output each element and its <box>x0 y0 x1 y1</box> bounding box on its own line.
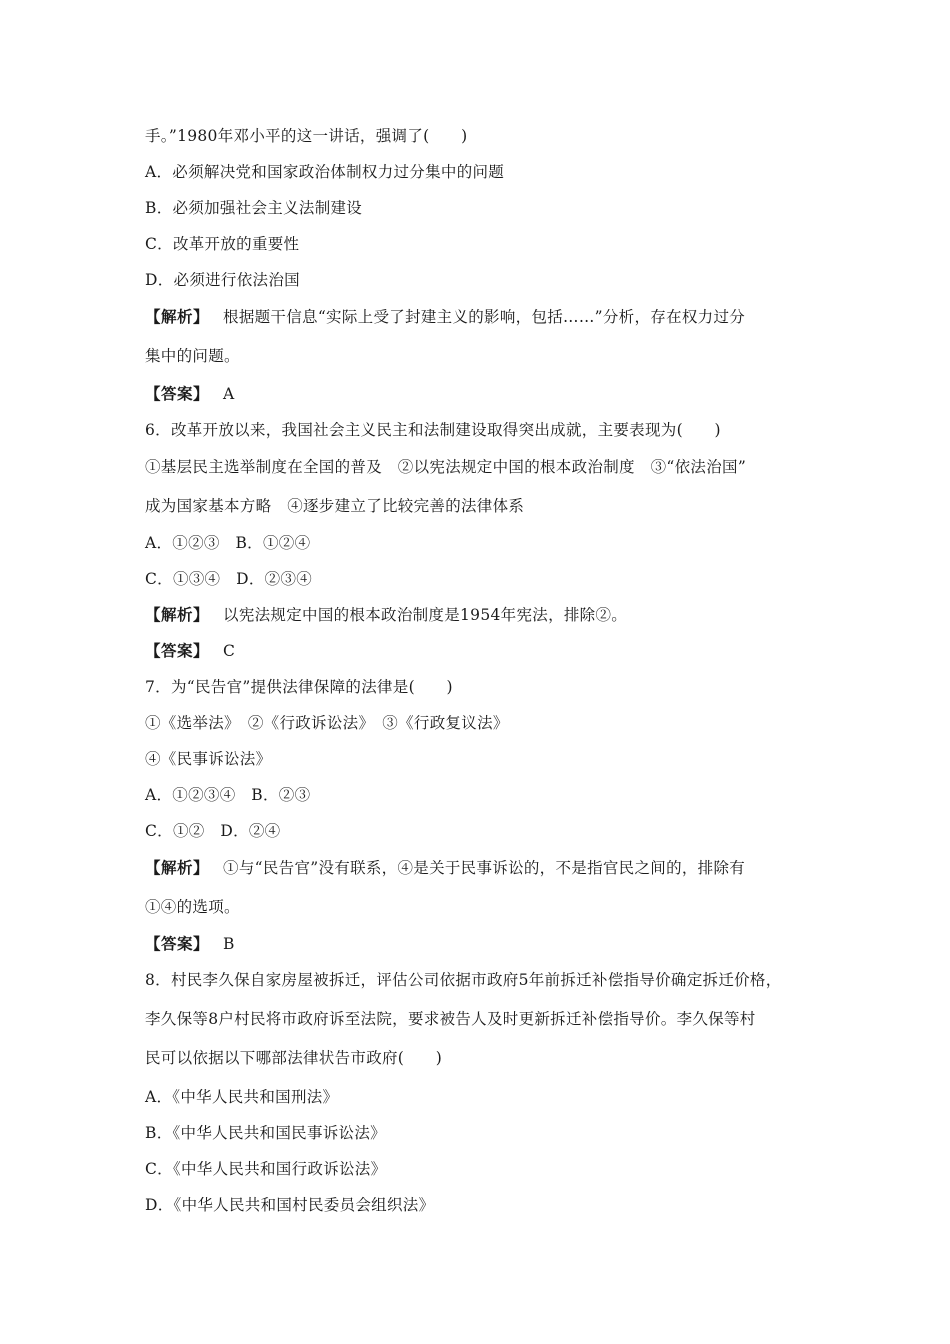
question-7-stem: 7．为“民告官”提供法律保障的法律是( ) <box>145 678 453 696</box>
question-6-stem: 6．改革开放以来，我国社会主义民主和法制建设取得突出成就，主要表现为( ) <box>145 421 721 439</box>
question-8-stem: 8．村民李久保自家房屋被拆迁，评估公司依据市政府5年前拆迁补偿指导价确定拆迁价格， <box>145 971 782 989</box>
q5-analysis-continuation: 集中的问题。 <box>145 347 240 365</box>
q7-options-cd: C．①② D．②④ <box>145 822 281 840</box>
q8-option-b: B．《中华人民共和国民事诉讼法》 <box>145 1124 386 1142</box>
q6-analysis <box>145 605 825 625</box>
q7-analysis <box>145 858 825 878</box>
q5-option-b: B．必须加强社会主义法制建设 <box>145 199 363 217</box>
q6-options-cd: C．①③④ D．②③④ <box>145 570 313 588</box>
q5-analysis-text: 根据题干信息“实际上受了封建主义的影响，包括……”分析，存在权力过分 <box>223 308 746 326</box>
analysis-tag: 【解析】 <box>145 858 210 877</box>
answer-tag: 【答案】 <box>145 384 210 403</box>
q7-options-ab: A．①②③④ B．②③ <box>145 786 311 804</box>
question-5-stem-continuation: 手。”1980年邓小平的这一讲话，强调了( ) <box>145 127 468 145</box>
q7-statements: ①《选举法》 ②《行政诉讼法》 ③《行政复议法》 <box>145 714 509 732</box>
q6-answer-value: C <box>223 642 236 660</box>
q8-option-c: C．《中华人民共和国行政诉讼法》 <box>145 1160 387 1178</box>
q7-answer-value: B <box>223 935 235 953</box>
q5-analysis <box>145 307 825 327</box>
analysis-tag: 【解析】 <box>145 605 210 624</box>
q6-statements: ①基层民主选举制度在全国的普及 ②以宪法规定中国的根本政治制度 ③“依法治国” <box>145 458 747 476</box>
q8-option-a: A．《中华人民共和国刑法》 <box>145 1088 339 1106</box>
q5-answer-value: A <box>223 385 235 403</box>
q7-statements-continuation: ④《民事诉讼法》 <box>145 750 272 768</box>
answer-tag: 【答案】 <box>145 641 210 660</box>
q5-answer <box>145 384 825 404</box>
question-8-stem-line3: 民可以依据以下哪部法律状告市政府( ) <box>145 1049 443 1067</box>
q7-analysis-text: ①与“民告官”没有联系，④是关于民事诉讼的，不是指官民之间的，排除有 <box>223 859 746 877</box>
answer-tag: 【答案】 <box>145 934 210 953</box>
q7-analysis-continuation: ①④的选项。 <box>145 898 240 916</box>
q6-answer <box>145 641 825 661</box>
q5-option-a: A．必须解决党和国家政治体制权力过分集中的问题 <box>145 163 505 181</box>
q6-options-ab: A．①②③ B．①②④ <box>145 534 311 552</box>
analysis-tag: 【解析】 <box>145 307 210 326</box>
q6-analysis-text: 以宪法规定中国的根本政治制度是1954年宪法，排除②。 <box>223 606 628 624</box>
q7-answer <box>145 934 825 954</box>
q8-option-d: D．《中华人民共和国村民委员会组织法》 <box>145 1196 435 1214</box>
q5-option-c: C．改革开放的重要性 <box>145 235 300 253</box>
q5-option-d: D．必须进行依法治国 <box>145 271 300 289</box>
question-8-stem-line2: 李久保等8户村民将市政府诉至法院，要求被告人及时更新拆迁补偿指导价。李久保等村 <box>145 1010 756 1028</box>
q6-statements-continuation: 成为国家基本方略 ④逐步建立了比较完善的法律体系 <box>145 497 525 515</box>
